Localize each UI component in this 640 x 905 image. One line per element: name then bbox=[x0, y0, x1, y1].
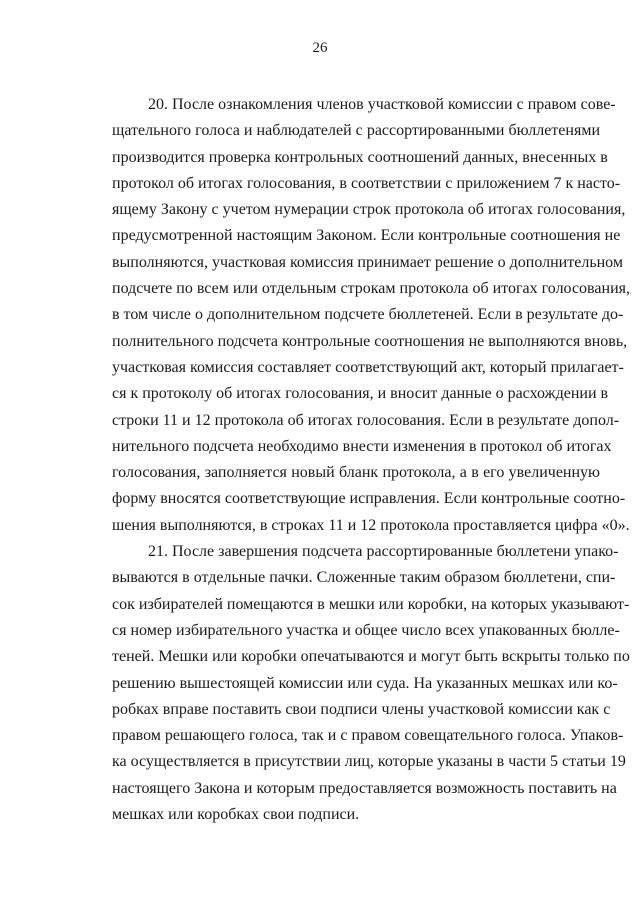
text-line: производится проверка контрольных соотношений данных, внесенных в bbox=[112, 148, 608, 166]
text-line: полнительного подсчета контрольные соотношения не выполняются вновь, bbox=[112, 332, 628, 350]
text-line: 20. После ознакомления членов участковой комиссии с правом сове- bbox=[148, 96, 616, 113]
text-line: ся к протоколу об итогах голосования, и вносит данные о расхождении в bbox=[112, 385, 609, 403]
paragraph-2 bbox=[112, 539, 630, 828]
text-line: теней. Мешки или коробки опечатываются и могут быть вскрыты только по bbox=[112, 648, 630, 666]
text-line: решению вышестоящей комиссии или суда. На указанных мешках или ко- bbox=[112, 674, 618, 692]
text-line: голосования, заполняется новый бланк протокола, а в его увеличенную bbox=[112, 464, 600, 482]
text-line: настоящего Закона и которым предоставляется возможность поставить на bbox=[112, 779, 617, 797]
paragraph-1 bbox=[112, 92, 630, 539]
text-line: сок избирателей помещаются в мешки или коробки, на которых указывают- bbox=[112, 595, 630, 613]
text-line: нительного подсчета необходимо внести изменения в протокол об итогах bbox=[112, 437, 612, 455]
text-line: вываются в отдельные пачки. Сложенные таким образом бюллетени, спи- bbox=[112, 569, 616, 587]
text-line: 21. После завершения подсчета рассортированные бюллетени упако- bbox=[148, 543, 619, 561]
document-body bbox=[112, 92, 630, 828]
text-line: в том числе о дополнительном подсчете бюллетеней. Если в результате до- bbox=[112, 306, 624, 324]
text-line: щательного голоса и наблюдателей с рассортированными бюллетенями bbox=[112, 122, 600, 140]
text-line: правом решающего голоса, так и с правом совещательного голоса. Упаков- bbox=[112, 727, 624, 745]
text-line: шения выполняются, в строках 11 и 12 протокола проставляется цифра «0». bbox=[112, 516, 630, 534]
text-line: мешках или коробках свои подписи. bbox=[112, 806, 360, 824]
text-line: ящему Закону с учетом нумерации строк протокола об итогах голосования, bbox=[112, 201, 626, 219]
text-line: ся номер избирательного участка и общее число всех упакованных бюлле- bbox=[112, 621, 620, 639]
text-line: робках вправе поставить свои подписи члены участковой комиссии как с bbox=[112, 700, 611, 718]
text-line: предусмотренной настоящим Законом. Если контрольные соотношения не bbox=[112, 227, 621, 245]
text-line: выполняются, участковая комиссия принимает решение о дополнительном bbox=[112, 253, 623, 271]
text-line: ка осуществляется в присутствии лиц, которые указаны в части 5 статьи 19 bbox=[112, 753, 626, 771]
page-number: 26 bbox=[312, 40, 328, 56]
text-line: форму вносятся соответствующие исправления. Если контрольные соотно- bbox=[112, 490, 626, 508]
text-line: строки 11 и 12 протокола об итогах голосования. Если в результате допол- bbox=[112, 411, 620, 429]
text-line: протокол об итогах голосования, в соответствии с приложением 7 к насто- bbox=[112, 174, 621, 192]
text-line: подсчете по всем или отдельным строкам протокола об итогах голосования, bbox=[112, 280, 630, 298]
text-line: участковая комиссия составляет соответствующий акт, который прилагает- bbox=[112, 358, 624, 376]
